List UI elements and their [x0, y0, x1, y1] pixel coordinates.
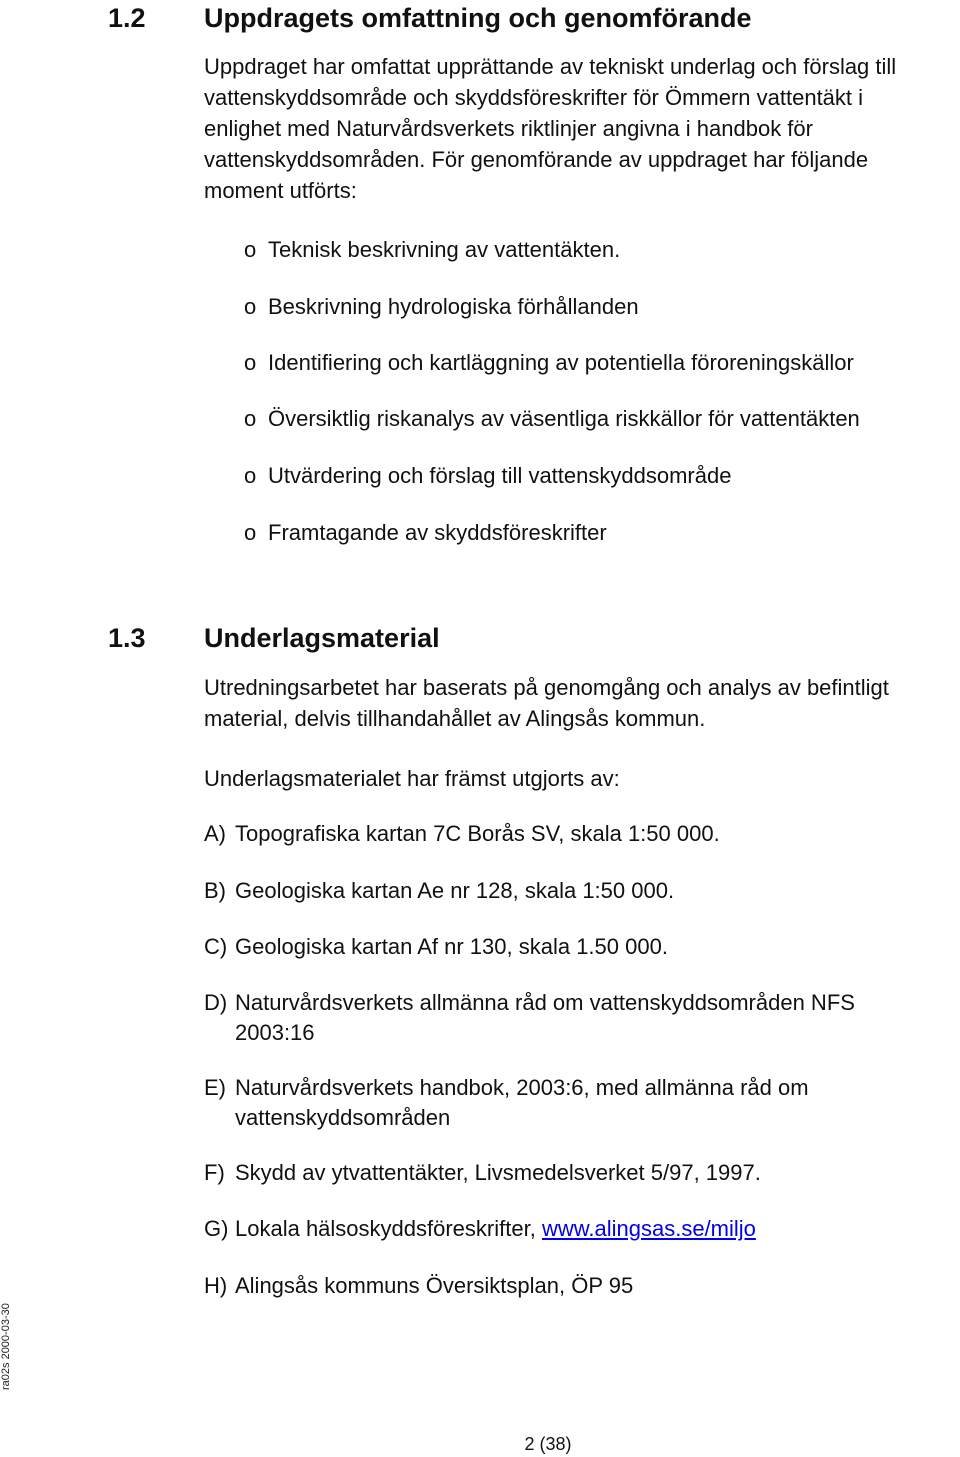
reference-letter: B) — [204, 878, 226, 903]
reference-letter: D) — [204, 990, 228, 1015]
section-title: Underlagsmaterial — [204, 623, 440, 653]
section-number: 1.2 — [108, 3, 146, 33]
reference-item — [204, 988, 924, 1048]
bullet-text: Utvärdering och förslag till vattenskyddsområde — [268, 463, 732, 488]
reference-text: Alingsås kommuns Översiktsplan, ÖP 95 — [235, 1273, 634, 1298]
reference-text: Geologiska kartan Ae nr 128, skala 1:50 000. — [235, 878, 675, 903]
section-number: 1.3 — [108, 623, 146, 653]
reference-text: Skydd av ytvattentäkter, Livsmedelsverket 5/97, 1997. — [235, 1160, 761, 1185]
reference-text — [235, 1214, 924, 1244]
reference-letter: G) — [204, 1216, 229, 1241]
document-code-label: ra02s 2000-03-30 — [0, 1303, 12, 1390]
bullet-text: Framtagande av skyddsföreskrifter — [268, 520, 607, 545]
bullet-item — [244, 519, 607, 547]
reference-item — [204, 932, 924, 962]
section-1-2-intro: Uppdraget har omfattat upprättande av tekniskt underlag och förslag till vattenskyddsområde och skyddsföreskrifter för Ömmern vattentäkt i enlighet med Naturvårdsverkets riktlinjer angivna i handbok för vattenskyddsområden. För genomförande av uppdraget har följande moment utförts: — [204, 54, 897, 203]
bullet-item — [244, 405, 860, 433]
reference-item — [204, 876, 924, 906]
reference-item — [204, 1214, 924, 1244]
section-1-3-lead: Underlagsmaterialet har främst utgjorts av: — [204, 766, 620, 791]
section-heading-1-3 — [108, 622, 440, 654]
reference-letter: A) — [204, 821, 226, 846]
bullet-mark: o — [244, 520, 257, 545]
alingsas-miljo-link[interactable]: www.alingsas.se/miljo — [541, 1216, 756, 1241]
bullet-mark: o — [244, 463, 257, 488]
reference-text: Naturvårdsverkets handbok, 2003:6, med allmänna råd om vattenskyddsområden — [235, 1075, 809, 1130]
section-heading-1-2 — [108, 2, 752, 34]
page-number: 2 (38) — [524, 1434, 572, 1454]
reference-text: Topografiska kartan 7C Borås SV, skala 1:50 000. — [235, 821, 720, 846]
bullet-text: Teknisk beskrivning av vattentäkten. — [268, 237, 621, 262]
bullet-mark: o — [244, 350, 257, 375]
bullet-text: Beskrivning hydrologiska förhållanden — [268, 294, 639, 319]
reference-text-prefix: Lokala hälsoskyddsföreskrifter, — [235, 1216, 542, 1241]
reference-item — [204, 1073, 924, 1133]
reference-item — [204, 1158, 924, 1188]
bullet-mark: o — [244, 406, 257, 431]
reference-text: Geologiska kartan Af nr 130, skala 1.50 000. — [235, 934, 668, 959]
reference-letter: E) — [204, 1075, 226, 1100]
section-title: Uppdragets omfattning och genomförande — [204, 3, 752, 33]
section-1-3-intro: Utredningsarbetet har baserats på genomgång och analys av befintligt material, delvis tillhandahållet av Alingsås kommun. — [204, 675, 889, 731]
bullet-item — [244, 236, 620, 264]
reference-letter: H) — [204, 1273, 228, 1298]
reference-letter: C) — [204, 934, 228, 959]
bullet-item — [244, 293, 639, 321]
bullet-text: Identifiering och kartläggning av potentiella föroreningskällor — [268, 350, 854, 375]
bullet-item — [244, 462, 731, 490]
reference-item — [204, 1271, 924, 1301]
bullet-mark: o — [244, 294, 257, 319]
reference-item — [204, 819, 924, 849]
reference-text: Naturvårdsverkets allmänna råd om vattenskyddsområden NFS 2003:16 — [235, 990, 855, 1045]
bullet-text: Översiktlig riskanalys av väsentliga riskkällor för vattentäkten — [268, 406, 860, 431]
reference-letter: F) — [204, 1160, 225, 1185]
bullet-item — [244, 349, 854, 377]
bullet-mark: o — [244, 237, 257, 262]
